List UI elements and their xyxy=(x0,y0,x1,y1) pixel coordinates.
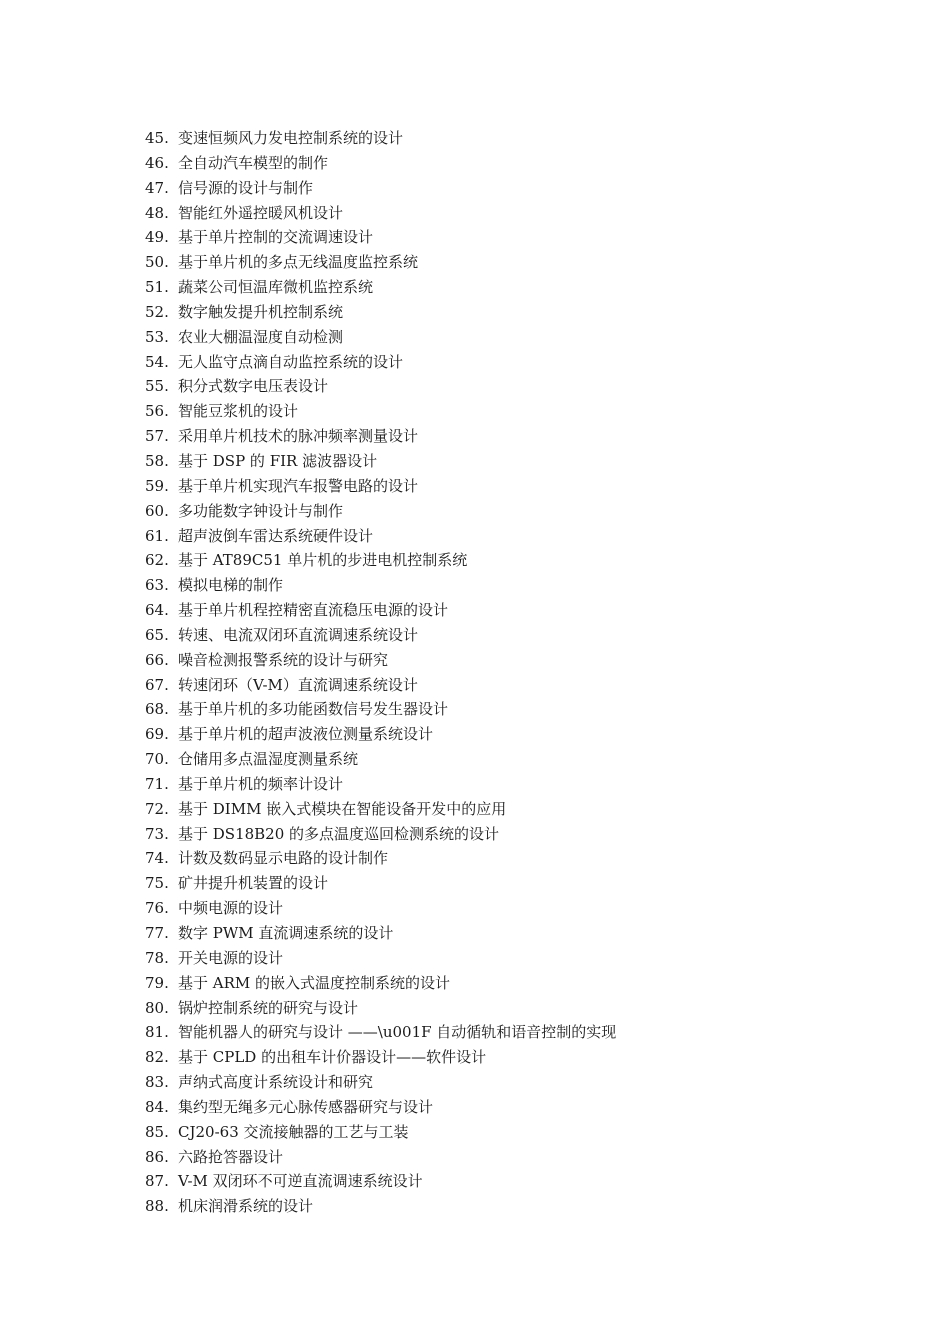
item-text: CJ20-63 交流接触器的工艺与工装 xyxy=(178,1122,409,1141)
item-text: 智能豆浆机的设计 xyxy=(178,402,299,421)
item-number: 53. xyxy=(145,327,169,346)
item-number: 80. xyxy=(145,998,169,1017)
list-item xyxy=(145,772,616,797)
item-text: 矿井提升机装置的设计 xyxy=(178,874,329,893)
item-number: 50. xyxy=(145,253,169,272)
list-item xyxy=(145,325,616,350)
list-item xyxy=(145,971,616,996)
list-item xyxy=(145,648,616,673)
item-text: 基于 AT89C51 单片机的步进电机控制系统 xyxy=(178,551,468,570)
list-item xyxy=(145,722,616,747)
item-number: 71. xyxy=(145,774,169,793)
list-item xyxy=(145,1020,616,1045)
item-number: 68. xyxy=(145,700,169,719)
list-item xyxy=(145,896,616,921)
list-item xyxy=(145,201,616,226)
item-text: 基于单片控制的交流调速设计 xyxy=(178,228,374,247)
item-text: 基于 CPLD 的出租车计价器设计——软件设计 xyxy=(178,1048,487,1067)
item-number: 81. xyxy=(145,1023,169,1042)
item-text: 计数及数码显示电路的设计制作 xyxy=(178,849,389,868)
item-text: 仓储用多点温湿度测量系统 xyxy=(178,750,359,769)
item-text: 数字 PWM 直流调速系统的设计 xyxy=(178,924,394,942)
item-number: 67. xyxy=(145,675,169,694)
list-item xyxy=(145,697,616,722)
item-number: 48. xyxy=(145,203,169,222)
item-text: 采用单片机技术的脉冲频率测量设计 xyxy=(178,427,419,446)
list-item xyxy=(145,399,616,424)
list-item xyxy=(145,1095,616,1120)
item-text: 基于 DIMM 嵌入式模块在智能设备开发中的应用 xyxy=(178,799,507,818)
item-text: 基于单片机的频率计设计 xyxy=(178,774,344,793)
list-item xyxy=(145,1169,616,1194)
item-text: 基于单片机的超声波液位测量系统设计 xyxy=(178,725,434,744)
topic-list xyxy=(145,126,616,1219)
list-item xyxy=(145,300,616,325)
item-number: 46. xyxy=(145,153,169,172)
item-number: 79. xyxy=(145,973,169,992)
item-text: 转速闭环（V-M）直流调速系统设计 xyxy=(178,675,418,694)
item-number: 85. xyxy=(145,1122,169,1141)
item-number: 65. xyxy=(145,625,169,644)
list-item xyxy=(145,424,616,449)
list-item xyxy=(145,275,616,300)
list-item xyxy=(145,598,616,623)
list-item xyxy=(145,1070,616,1095)
item-number: 84. xyxy=(145,1097,169,1116)
item-number: 72. xyxy=(145,799,169,818)
list-item xyxy=(145,797,616,822)
item-number: 74. xyxy=(145,849,169,868)
item-text: 全自动汽车模型的制作 xyxy=(178,153,329,172)
item-text: 基于单片机的多点无线温度监控系统 xyxy=(178,253,419,272)
item-text: 蔬菜公司恒温库微机监控系统 xyxy=(178,278,374,297)
item-text: 锅炉控制系统的研究与设计 xyxy=(178,998,359,1017)
item-text: 无人监守点滴自动监控系统的设计 xyxy=(178,352,404,371)
list-item xyxy=(145,871,616,896)
list-item xyxy=(145,374,616,399)
item-text: 智能机器人的研究与设计 ——\u001F 自动循轨和语音控制的实现 xyxy=(178,1023,617,1042)
item-number: 75. xyxy=(145,874,169,893)
item-number: 61. xyxy=(145,526,169,545)
item-number: 51. xyxy=(145,278,169,297)
item-number: 88. xyxy=(145,1197,169,1216)
item-text: 积分式数字电压表设计 xyxy=(178,377,329,396)
item-text: 超声波倒车雷达系统硬件设计 xyxy=(178,526,374,545)
list-item xyxy=(145,573,616,598)
item-number: 55. xyxy=(145,377,169,396)
item-text: 噪音检测报警系统的设计与研究 xyxy=(178,650,389,669)
list-item xyxy=(145,350,616,375)
list-item xyxy=(145,946,616,971)
item-text: 基于单片机实现汽车报警电路的设计 xyxy=(178,476,419,495)
list-item xyxy=(145,1120,616,1145)
item-number: 47. xyxy=(145,178,169,197)
item-number: 87. xyxy=(145,1172,169,1191)
item-text: 集约型无绳多元心脉传感器研究与设计 xyxy=(178,1097,434,1116)
item-number: 49. xyxy=(145,228,169,247)
item-text: 信号源的设计与制作 xyxy=(178,178,314,197)
item-number: 77. xyxy=(145,924,169,942)
list-item xyxy=(145,623,616,648)
list-item xyxy=(145,996,616,1021)
item-number: 56. xyxy=(145,402,169,421)
item-text: 数字触发提升机控制系统 xyxy=(178,302,344,321)
list-item xyxy=(145,921,616,946)
item-number: 82. xyxy=(145,1048,169,1067)
item-number: 57. xyxy=(145,427,169,446)
list-item xyxy=(145,151,616,176)
list-item xyxy=(145,225,616,250)
item-number: 78. xyxy=(145,948,169,967)
list-item xyxy=(145,1194,616,1219)
item-text: 变速恒频风力发电控制系统的设计 xyxy=(178,129,404,147)
item-number: 59. xyxy=(145,476,169,495)
item-text: 中频电源的设计 xyxy=(178,899,284,918)
item-number: 54. xyxy=(145,352,169,371)
item-number: 73. xyxy=(145,824,169,843)
item-number: 63. xyxy=(145,576,169,595)
item-number: 45. xyxy=(145,129,169,147)
list-item xyxy=(145,673,616,698)
list-item xyxy=(145,846,616,871)
list-item xyxy=(145,524,616,549)
item-number: 86. xyxy=(145,1147,169,1166)
item-text: 基于 ARM 的嵌入式温度控制系统的设计 xyxy=(178,973,451,992)
item-number: 69. xyxy=(145,725,169,744)
item-text: 机床润滑系统的设计 xyxy=(178,1197,314,1216)
item-text: 声纳式高度计系统设计和研究 xyxy=(178,1073,374,1092)
list-item xyxy=(145,1145,616,1170)
item-text: 基于单片机程控精密直流稳压电源的设计 xyxy=(178,601,449,620)
item-text: 智能红外遥控暖风机设计 xyxy=(178,203,344,222)
list-item xyxy=(145,499,616,524)
list-item xyxy=(145,474,616,499)
item-text: 开关电源的设计 xyxy=(178,948,284,967)
item-text: 六路抢答器设计 xyxy=(178,1147,284,1166)
item-number: 70. xyxy=(145,750,169,769)
list-item xyxy=(145,126,616,151)
item-number: 62. xyxy=(145,551,169,570)
item-number: 64. xyxy=(145,601,169,620)
item-text: 转速、电流双闭环直流调速系统设计 xyxy=(178,625,419,644)
item-text: 农业大棚温湿度自动检测 xyxy=(178,327,344,346)
list-item xyxy=(145,176,616,201)
item-text: 基于 DS18B20 的多点温度巡回检测系统的设计 xyxy=(178,824,500,843)
list-item xyxy=(145,548,616,573)
list-item xyxy=(145,747,616,772)
item-text: 多功能数字钟设计与制作 xyxy=(178,501,344,520)
list-item xyxy=(145,449,616,474)
item-number: 76. xyxy=(145,899,169,918)
item-number: 58. xyxy=(145,451,169,470)
item-text: 基于单片机的多功能函数信号发生器设计 xyxy=(178,700,449,719)
item-number: 66. xyxy=(145,650,169,669)
item-number: 60. xyxy=(145,501,169,520)
list-item xyxy=(145,1045,616,1070)
item-number: 83. xyxy=(145,1073,169,1092)
item-number: 52. xyxy=(145,302,169,321)
item-text: 模拟电梯的制作 xyxy=(178,576,284,595)
list-item xyxy=(145,822,616,847)
item-text: 基于 DSP 的 FIR 滤波器设计 xyxy=(178,451,378,470)
list-item xyxy=(145,250,616,275)
item-text: V-M 双闭环不可逆直流调速系统设计 xyxy=(178,1172,423,1191)
